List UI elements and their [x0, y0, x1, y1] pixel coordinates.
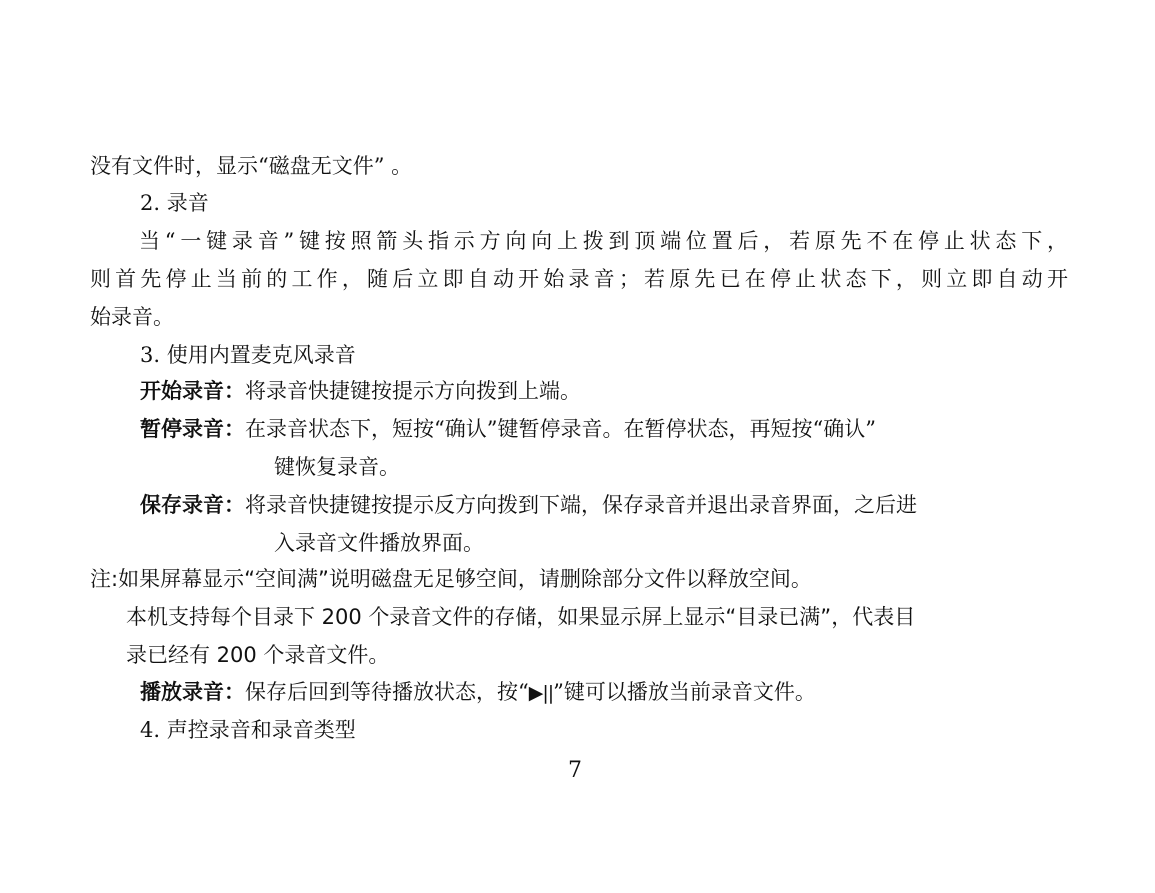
pause-recording-text: 在录音状态下，短按“确认”键暂停录音。在暂停状态，再短按“确认” — [245, 417, 876, 441]
page-number: 7 — [568, 758, 582, 783]
start-recording-label: 开始录音： — [140, 379, 245, 403]
section-4-heading: 4. 声控录音和录音类型 — [140, 718, 356, 742]
pause-recording-line — [140, 410, 876, 448]
save-recording-text-cont: 入录音文件播放界面。 — [274, 531, 484, 555]
play-recording-line — [140, 673, 816, 711]
play-recording-text-after: ”键可以播放当前录音文件。 — [553, 680, 816, 704]
save-recording-text: 将录音快捷键按提示反方向拨到下端，保存录音并退出录音界面，之后进 — [245, 493, 917, 517]
section-2-heading: 2. 录音 — [140, 191, 209, 215]
save-recording-line — [140, 486, 917, 524]
start-recording-line — [140, 372, 581, 410]
note-line-1: 注:如果屏幕显示“空间满”说明磁盘无足够空间，请删除部分文件以释放空间。 — [90, 567, 812, 591]
play-pause-icon: ▶|| — [528, 682, 554, 704]
section-2-paragraph-line-3: 始录音。 — [90, 305, 174, 329]
pause-recording-label: 暂停录音： — [140, 417, 245, 441]
play-recording-text-before: 保存后回到等待播放状态，按“ — [245, 680, 529, 704]
start-recording-text: 将录音快捷键按提示方向拨到上端。 — [245, 379, 581, 403]
section-3-heading: 3. 使用内置麦克风录音 — [140, 343, 356, 367]
note-line-3: 录已经有 200 个录音文件。 — [126, 643, 390, 667]
save-recording-label: 保存录音： — [140, 493, 245, 517]
play-recording-label: 播放录音： — [140, 680, 245, 704]
no-file-line: 没有文件时，显示“磁盘无文件” 。 — [90, 154, 413, 178]
section-2-paragraph-line-2: 则首先停止当前的工作，随后立即自动开始录音；若原先已在停止状态下，则立即自动开 — [90, 267, 1068, 291]
pause-recording-text-cont: 键恢复录音。 — [274, 455, 400, 479]
note-line-2: 本机支持每个目录下 200 个录音文件的存储，如果显示屏上显示“目录已满”，代表目 — [126, 605, 916, 629]
section-2-paragraph-line-1: 当“一键录音”键按照箭头指示方向向上拨到顶端位置后，若原先不在停止状态下， — [139, 229, 1068, 253]
